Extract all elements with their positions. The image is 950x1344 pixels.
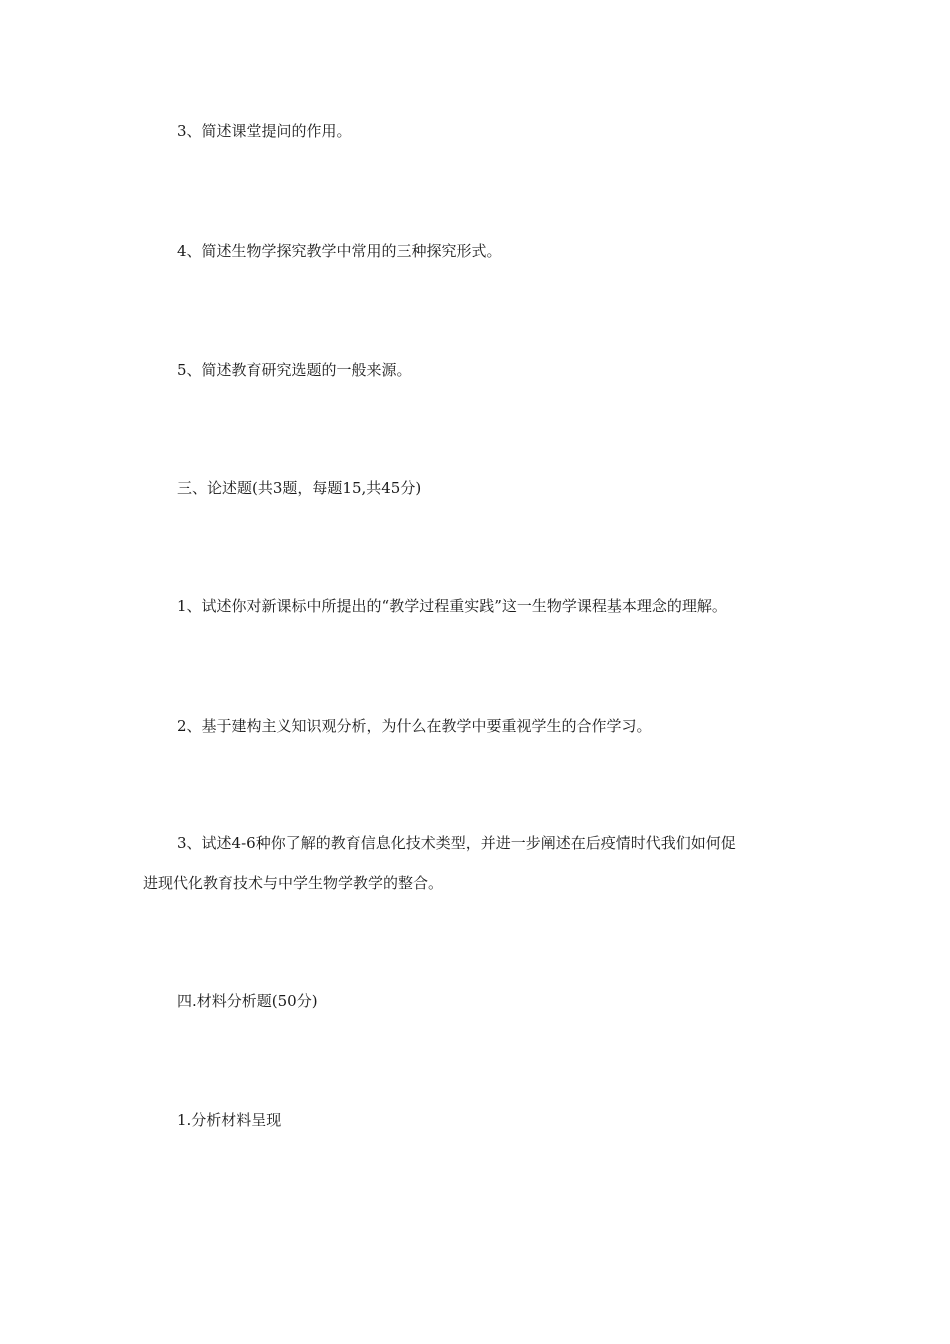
essay-section-heading: 三、论述题(共3题，每题15,共45分) — [177, 479, 422, 497]
essay-question-3-line-1: 3、试述4-6种你了解的教育信息化技术类型，并进一步阐述在后疫情时代我们如何促 — [177, 834, 736, 852]
short-answer-question-3: 3、简述课堂提问的作用。 — [177, 122, 352, 140]
material-analysis-question-1: 1.分析材料呈现 — [177, 1111, 282, 1129]
essay-question-1: 1、试述你对新课标中所提出的“教学过程重实践”这一生物学课程基本理念的理解。 — [177, 597, 727, 615]
short-answer-question-5: 5、简述教育研究选题的一般来源。 — [177, 361, 412, 379]
material-analysis-section-heading: 四.材料分析题(50分) — [177, 992, 318, 1010]
short-answer-question-4: 4、简述生物学探究教学中常用的三种探究形式。 — [177, 242, 502, 260]
essay-question-2: 2、基于建构主义知识观分析，为什么在教学中要重视学生的合作学习。 — [177, 717, 652, 735]
essay-question-3-line-2: 进现代化教育技术与中学生物学教学的整合。 — [143, 874, 444, 892]
